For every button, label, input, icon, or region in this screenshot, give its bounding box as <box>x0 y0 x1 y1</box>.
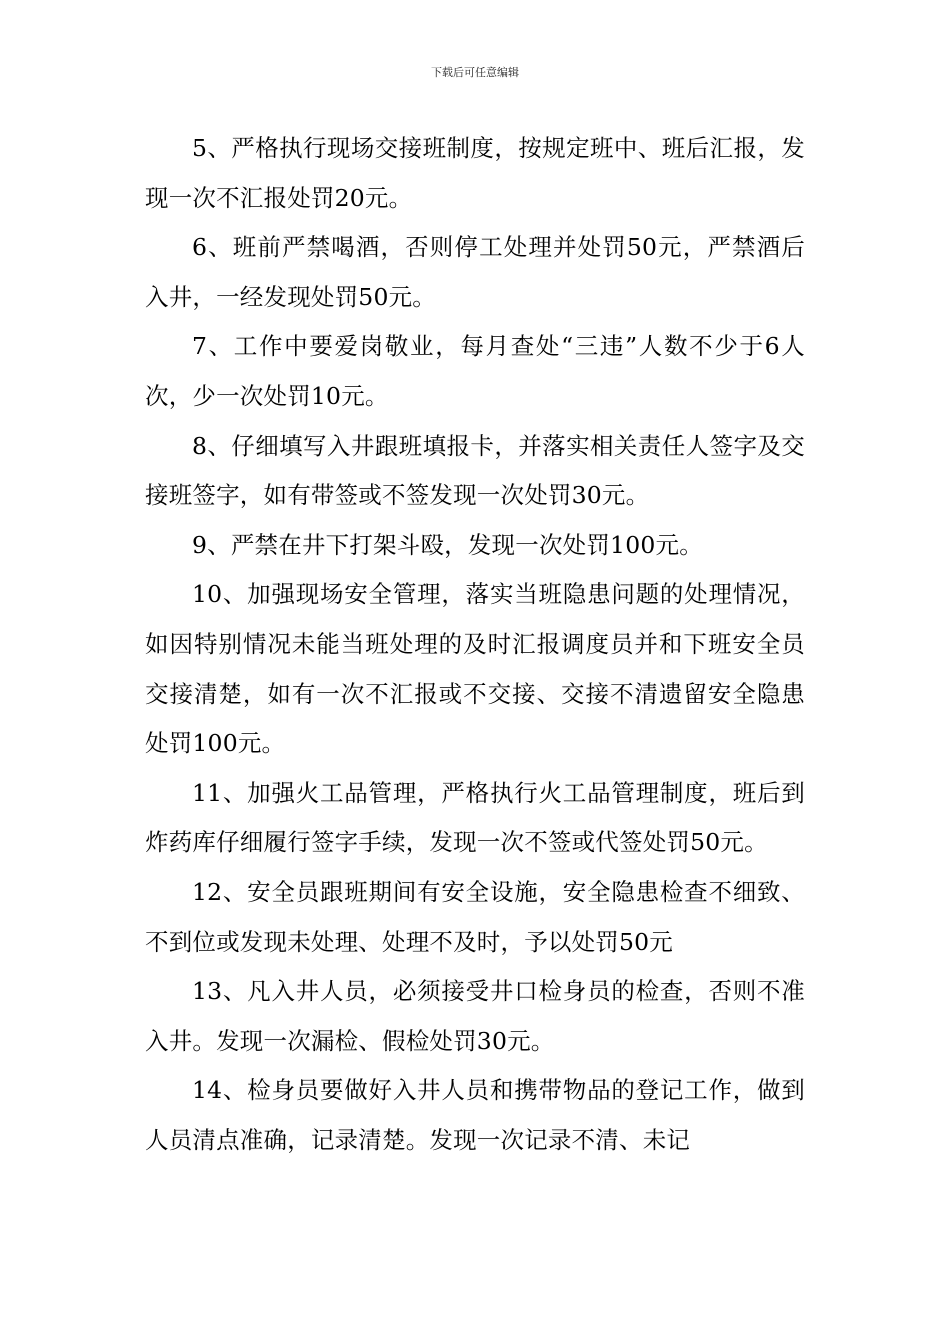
paragraph-item-8: 8、仔细填写入井跟班填报卡，并落实相关责任人签字及交接班签字，如有带签或不签发现一次处罚30元。 <box>145 431 805 510</box>
page-header: 下载后可任意编辑 <box>431 66 519 79</box>
paragraph-item-12: 12、安全员跟班期间有安全设施，安全隐患检查不细致、不到位或发现未处理、处理不及时，予以处罚50元 <box>145 877 805 956</box>
paragraph-item-14: 14、检身员要做好入井人员和携带物品的登记工作，做到人员清点准确，记录清楚。发现一次记录不清、未记 <box>145 1076 805 1154</box>
paragraph-item-10: 10、加强现场安全管理，落实当班隐患问题的处理情况，如因特别情况未能当班处理的及时汇报调度员并和下班安全员交接清楚，如有一次不汇报或不交接、交接不清遗留安全隐患处罚100元。 <box>145 580 805 758</box>
paragraph-item-11: 11、加强火工品管理，严格执行火工品管理制度，班后到炸药库仔细履行签字手续，发现一次不签或代签处罚50元。 <box>145 778 805 857</box>
paragraph-item-5: 5、严格执行现场交接班制度，按规定班中、班后汇报，发现一次不汇报处罚20元。 <box>145 134 805 212</box>
paragraph-item-9: 9、严禁在井下打架斗殴，发现一次处罚100元。 <box>192 530 703 559</box>
paragraph-item-7: 7、工作中要爱岗敬业，每月查处“三违”人数不少于6人次，少一次处罚10元。 <box>145 332 805 410</box>
paragraph-item-6: 6、班前严禁喝酒，否则停工处理并处罚50元，严禁酒后入井，一经发现处罚50元。 <box>145 233 805 311</box>
document-body <box>145 124 805 1165</box>
paragraph-item-13: 13、凡入井人员，必须接受井口检身员的检查，否则不准入井。发现一次漏检、假检处罚30元。 <box>145 977 805 1055</box>
